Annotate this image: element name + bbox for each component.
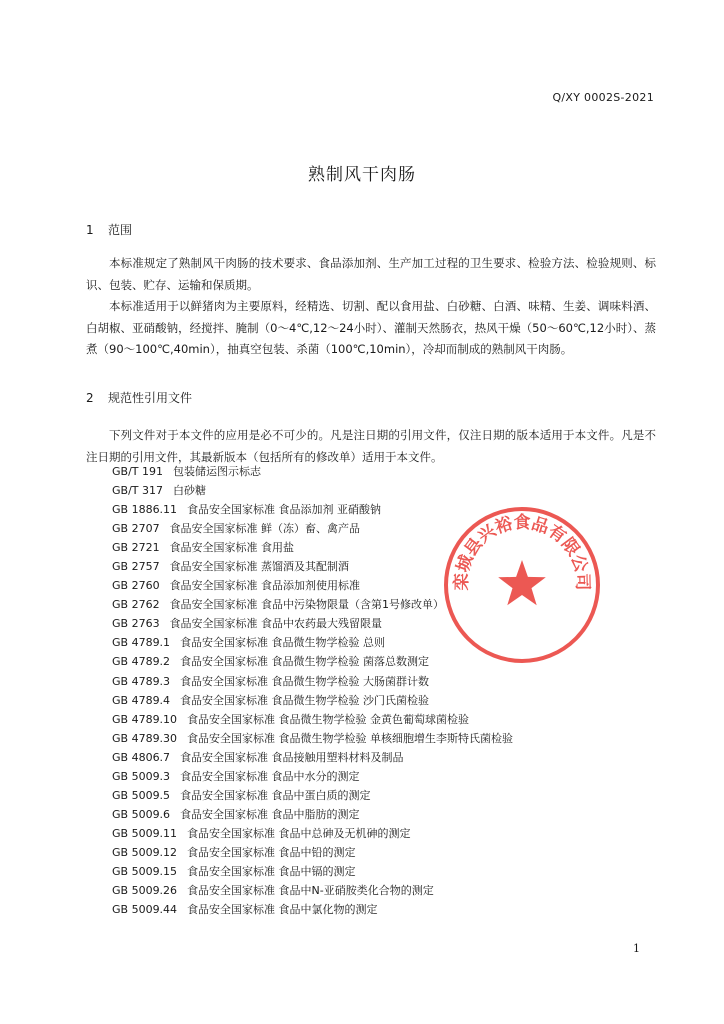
- reference-code: GB 4789.3: [112, 674, 171, 688]
- reference-title: 包装储运图示标志: [173, 465, 261, 478]
- reference-code: GB 2721: [112, 541, 160, 555]
- reference-code: GB/T 191: [112, 465, 163, 478]
- reference-code: GB 5009.11: [112, 826, 178, 840]
- reference-title: 食品安全国家标准 食品微生物学检验 总则: [180, 636, 386, 650]
- reference-code: GB 2762: [112, 598, 160, 612]
- reference-item: [112, 595, 513, 614]
- document-code: Q/XY 0002S-2021: [552, 91, 654, 104]
- reference-item: [112, 614, 513, 633]
- section-2-heading: [86, 389, 192, 406]
- reference-title: 食品安全国家标准 食品微生物学检验 菌落总数测定: [180, 655, 430, 669]
- reference-item: [112, 862, 513, 881]
- reference-title: 食品安全国家标准 蒸馏酒及其配制酒: [169, 560, 350, 574]
- reference-title: 食品安全国家标准 食品微生物学检验 大肠菌群计数: [180, 674, 430, 688]
- reference-item: [112, 843, 513, 862]
- reference-title: 白砂糖: [173, 484, 206, 498]
- reference-code: GB 2760: [112, 579, 160, 593]
- reference-item: [112, 824, 513, 843]
- reference-title: 食品安全国家标准 食品接触用塑料材料及制品: [180, 750, 404, 764]
- reference-title: 食品安全国家标准 食品添加剂使用标准: [169, 579, 361, 593]
- reference-item: [112, 672, 513, 691]
- reference-code: GB 1886.11: [112, 503, 178, 517]
- reference-title: 食品安全国家标准 食用盐: [169, 541, 295, 555]
- reference-title: 食品安全国家标准 食品微生物学检验 沙门氏菌检验: [180, 693, 430, 707]
- reference-code: GB 5009.3: [112, 769, 171, 783]
- reference-title: 食品安全国家标准 食品中总砷及无机砷的测定: [187, 826, 411, 840]
- reference-code: GB 4806.7: [112, 750, 171, 764]
- reference-item: [112, 500, 513, 519]
- reference-title: 食品安全国家标准 食品微生物学检验 金黄色葡萄球菌检验: [187, 712, 470, 726]
- reference-item: [112, 786, 513, 805]
- reference-item: [112, 748, 513, 767]
- normative-references-list: [112, 462, 513, 919]
- scope-paragraph-2: 本标准适用于以鲜猪肉为主要原料，经精选、切割、配以食用盐、白砂糖、白酒、味精、生姜、调味料酒、白胡椒、亚硝酸钠，经搅拌、腌制（0～4℃,12～24小时）、灌制天然肠衣，热风干燥（50～60℃,12小时）、蒸煮（90～100℃,40min），抽真空包装、杀菌（100℃,10min），冷却而制成的熟制风干肉肠。: [86, 299, 656, 356]
- reference-title: 食品安全国家标准 食品中铅的测定: [187, 845, 356, 859]
- seal-text: 栾城县兴裕食品有限公司: [451, 513, 593, 591]
- reference-item: [112, 538, 513, 557]
- section-2-number: 2: [86, 391, 94, 405]
- reference-code: GB 4789.1: [112, 636, 171, 650]
- reference-item: [112, 881, 513, 900]
- reference-item: [112, 576, 513, 595]
- reference-code: GB 4789.10: [112, 712, 178, 726]
- section-1-title: 范围: [108, 223, 133, 237]
- reference-title: 食品安全国家标准 食品中水分的测定: [180, 769, 360, 783]
- reference-item: [112, 805, 513, 824]
- section-1-number: 1: [86, 223, 94, 237]
- section-1-heading: [86, 221, 132, 238]
- reference-title: 食品安全国家标准 食品添加剂 亚硝酸钠: [187, 503, 382, 517]
- reference-code: GB 5009.15: [112, 864, 178, 878]
- reference-title: 食品安全国家标准 食品微生物学检验 单核细胞增生李斯特氏菌检验: [187, 731, 514, 745]
- reference-title: 食品安全国家标准 食品中农药最大残留限量: [169, 617, 383, 631]
- reference-code: GB 4789.30: [112, 731, 178, 745]
- reference-code: GB/T 317: [112, 484, 163, 498]
- section-2-title: 规范性引用文件: [108, 391, 193, 405]
- reference-item: [112, 462, 513, 481]
- reference-item: [112, 691, 513, 710]
- reference-code: GB 2707: [112, 522, 160, 536]
- reference-item: [112, 557, 513, 576]
- reference-item: [112, 710, 513, 729]
- section-1-body: [86, 253, 656, 361]
- reference-title: 食品安全国家标准 鲜（冻）畜、禽产品: [169, 522, 361, 536]
- reference-item: [112, 652, 513, 671]
- reference-title: 食品安全国家标准 食品中镉的测定: [187, 864, 356, 878]
- scope-paragraph-1: 本标准规定了熟制风干肉肠的技术要求、食品添加剂、生产加工过程的卫生要求、检验方法、检验规则、标识、包装、贮存、运输和保质期。: [86, 256, 656, 292]
- reference-title: 食品安全国家标准 食品中氯化物的测定: [187, 903, 378, 917]
- reference-code: GB 5009.6: [112, 807, 171, 821]
- reference-item: [112, 900, 513, 919]
- reference-item: [112, 519, 513, 538]
- page-number: 1: [633, 942, 640, 955]
- reference-code: GB 2763: [112, 617, 160, 631]
- reference-title: 食品安全国家标准 食品中污染物限量（含第1号修改单）: [169, 598, 445, 612]
- reference-item: [112, 633, 513, 652]
- document-title: 熟制风干肉肠: [308, 165, 416, 185]
- reference-item: [112, 729, 513, 748]
- reference-code: GB 5009.12: [112, 845, 178, 859]
- reference-code: GB 5009.44: [112, 903, 178, 917]
- reference-code: GB 5009.26: [112, 884, 178, 898]
- reference-code: GB 4789.4: [112, 693, 171, 707]
- reference-item: [112, 767, 513, 786]
- normative-intro-paragraph: 下列文件对于本文件的应用是必不可少的。凡是注日期的引用文件，仅注日期的版本适用于本文件。凡是不注日期的引用文件，其最新版本（包括所有的修改单）适用于本文件。: [86, 428, 656, 464]
- reference-code: GB 4789.2: [112, 655, 171, 669]
- reference-title: 食品安全国家标准 食品中脂肪的测定: [180, 807, 360, 821]
- reference-code: GB 2757: [112, 560, 160, 574]
- reference-item: [112, 481, 513, 500]
- reference-code: GB 5009.5: [112, 788, 171, 802]
- reference-title: 食品安全国家标准 食品中蛋白质的测定: [180, 788, 371, 802]
- reference-title: 食品安全国家标准 食品中N-亚硝胺类化合物的测定: [187, 884, 434, 898]
